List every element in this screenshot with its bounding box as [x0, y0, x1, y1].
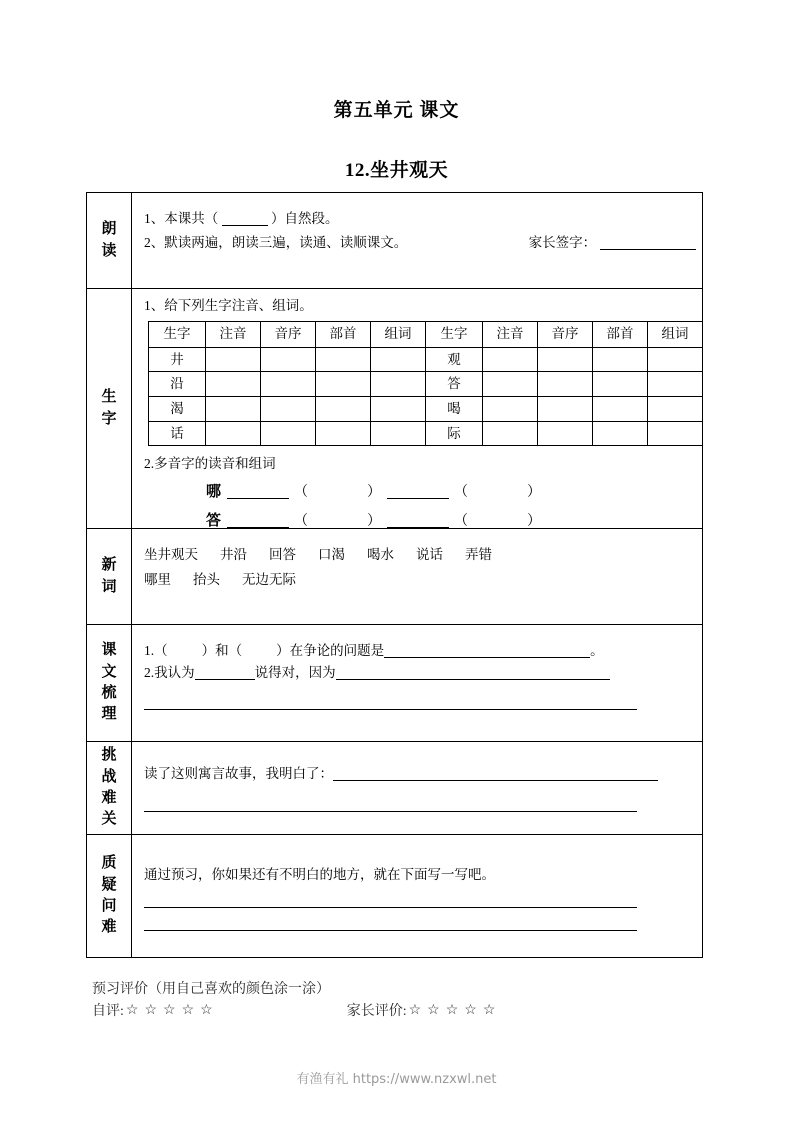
outline-question-1: [144, 640, 692, 662]
challenge-answer-blank[interactable]: [333, 780, 658, 781]
blank-cell[interactable]: [538, 396, 593, 421]
col-header-3: 部首: [316, 321, 371, 347]
row-label-new-words-char-0: 新: [101, 557, 117, 574]
challenge-prompt-text: 读了这则寓言故事，我明白了：: [144, 766, 333, 781]
outline-q1-part-a: 1.（: [144, 643, 168, 658]
row-label-challenge-char-0: 挑: [101, 747, 117, 764]
char-cell-right-0: 观: [426, 347, 483, 372]
self-evaluation-label: 自评:: [92, 1004, 124, 1019]
star-icon[interactable]: ☆: [408, 1002, 422, 1018]
doubt-prompt-text: 通过预习，你如果还有不明白的地方，就在下面写一写吧。: [144, 867, 495, 882]
new-word-4: 喝水: [367, 547, 394, 562]
star-icon[interactable]: ☆: [445, 1002, 459, 1018]
table-header-row: [149, 321, 703, 347]
polyphone-char-0: 哪: [206, 483, 222, 500]
polyphone-0-paren-close-a: ）: [367, 484, 382, 500]
blank-cell[interactable]: [483, 347, 538, 372]
self-evaluation-stars: [126, 1002, 219, 1019]
table-row-new-words: [87, 529, 702, 625]
star-icon[interactable]: ☆: [464, 1002, 477, 1018]
blank-cell[interactable]: [593, 347, 648, 372]
col-header-8: 部首: [593, 321, 648, 347]
doubt-answer-rule-1[interactable]: [144, 907, 637, 908]
table-row: [149, 372, 703, 397]
blank-cell[interactable]: [648, 372, 703, 397]
blank-cell[interactable]: [371, 347, 426, 372]
polyphone-0-paren-open-b: （: [454, 484, 469, 500]
row-label-new-characters-char-1: 字: [101, 410, 117, 427]
polyphone-0-paren-open-a: （: [294, 484, 309, 500]
star-icon[interactable]: ☆: [181, 1002, 195, 1018]
row-body-reading: [132, 193, 706, 288]
character-practice-table: [148, 321, 703, 447]
worksheet-table: [86, 192, 703, 958]
char-cell-right-2: 喝: [426, 396, 483, 421]
reading-item-2-text: 2、默读两遍，朗读三遍，读通、读顺课文。: [144, 234, 408, 250]
outline-q1-part-b: ）和（: [201, 643, 243, 658]
parent-evaluation-stars: [409, 1002, 502, 1019]
row-body-text-outline: [132, 625, 702, 741]
blank-cell[interactable]: [206, 396, 261, 421]
row-body-new-characters: [132, 289, 711, 528]
polyphone-row-0: [206, 479, 703, 506]
blank-cell[interactable]: [261, 347, 316, 372]
parent-signature-blank[interactable]: [600, 249, 696, 250]
blank-cell[interactable]: [371, 421, 426, 446]
new-word-7: 哪里: [144, 571, 171, 587]
blank-cell[interactable]: [593, 372, 648, 397]
row-label-doubt-char-2: 问: [101, 898, 117, 914]
row-label-challenge-char-1: 战: [101, 768, 117, 785]
evaluation-title: 预习评价（用自己喜欢的颜色涂一涂）: [92, 982, 330, 997]
char-cell-right-1: 答: [426, 372, 483, 397]
blank-cell[interactable]: [316, 372, 371, 397]
blank-cell[interactable]: [261, 421, 316, 446]
star-icon[interactable]: ☆: [482, 1002, 496, 1018]
blank-cell[interactable]: [206, 347, 261, 372]
outline-q2-reason-blank[interactable]: [336, 679, 610, 680]
col-header-6: 注音: [483, 321, 538, 347]
star-icon[interactable]: ☆: [125, 1002, 139, 1018]
row-label-new-words: [87, 529, 132, 624]
blank-cell[interactable]: [371, 372, 426, 397]
char-cell-left-2: 渴: [149, 396, 206, 421]
polyphone-1-paren-close-a: ）: [367, 514, 382, 530]
outline-q1-part-c: ）在争论的问题是: [276, 643, 385, 658]
col-header-7: 音序: [538, 321, 593, 347]
self-evaluation: [92, 1000, 219, 1020]
star-icon[interactable]: ☆: [427, 1002, 440, 1018]
outline-q2-blank-a[interactable]: [195, 679, 255, 680]
new-word-5: 说话: [416, 547, 443, 562]
col-header-1: 注音: [206, 321, 261, 347]
reading-item-2: [144, 231, 696, 255]
new-word-0: 坐井观天: [144, 547, 198, 562]
blank-cell[interactable]: [648, 421, 703, 446]
row-label-doubt-char-0: 质: [101, 855, 117, 872]
challenge-answer-rule[interactable]: [144, 811, 637, 812]
row-label-reading-char-1: 读: [101, 242, 117, 259]
table-row: [149, 396, 703, 421]
blank-cell[interactable]: [593, 396, 648, 421]
row-label-challenge: [87, 742, 132, 834]
blank-cell[interactable]: [206, 372, 261, 397]
col-header-9: 组词: [648, 321, 703, 347]
doubt-answer-rule-2[interactable]: [144, 930, 637, 931]
row-label-new-characters-char-0: 生: [101, 389, 117, 406]
evaluation-block: [92, 978, 712, 1020]
row-body-doubt: [132, 835, 702, 957]
col-header-4: 组词: [371, 321, 426, 347]
polyphone-char-1: 答: [206, 513, 222, 530]
polyphone-1-paren-open-a: （: [294, 514, 309, 530]
outline-q2-part-a: 2.我认为: [144, 664, 195, 680]
new-word-8: 抬头: [193, 571, 220, 587]
row-label-text-outline-char-1: 文: [101, 663, 117, 680]
row-body-challenge: [132, 742, 702, 834]
blank-cell[interactable]: [538, 347, 593, 372]
reading-paragraph-blank[interactable]: [222, 225, 268, 226]
col-header-2: 音序: [261, 321, 316, 347]
new-characters-task-2: 2.多音字的读音和组词: [144, 456, 276, 472]
table-row-challenge: [87, 742, 702, 835]
row-label-challenge-char-2: 难: [101, 790, 117, 806]
new-words-line-1: [144, 543, 692, 568]
blank-cell[interactable]: [261, 396, 316, 421]
row-label-new-characters: [87, 289, 132, 528]
new-word-2: 回答: [269, 547, 296, 562]
blank-cell[interactable]: [316, 396, 371, 421]
blank-cell[interactable]: [261, 372, 316, 397]
row-label-text-outline: [87, 625, 132, 741]
blank-cell[interactable]: [483, 372, 538, 397]
char-cell-left-3: 话: [149, 421, 206, 446]
parent-signature-group: [529, 231, 696, 255]
star-icon[interactable]: ☆: [163, 1002, 176, 1018]
table-row-reading: [87, 193, 702, 289]
col-header-0: 生字: [149, 321, 206, 347]
polyphone-0-pinyin-blank-a[interactable]: [227, 498, 289, 499]
table-row-text-outline: [87, 625, 702, 742]
parent-signature-label: 家长签字：: [528, 234, 597, 250]
table-row: [149, 347, 703, 372]
polyphone-1-paren-open-b: （: [454, 514, 469, 530]
table-row: [149, 421, 703, 446]
parent-evaluation-label: 家长评价:: [346, 1004, 407, 1019]
outline-answer-rule[interactable]: [144, 709, 637, 710]
new-word-3: 口渴: [318, 547, 345, 562]
reading-item-1-prefix: 1、本课共（: [144, 211, 219, 226]
blank-cell[interactable]: [648, 347, 703, 372]
lesson-title: 12.坐井观天: [344, 160, 449, 181]
row-label-text-outline-char-0: 课: [101, 642, 117, 659]
blank-cell[interactable]: [371, 396, 426, 421]
polyphone-1-paren-close-b: ）: [527, 514, 542, 530]
char-cell-right-3: 际: [426, 421, 483, 446]
blank-cell[interactable]: [593, 421, 648, 446]
row-label-reading-char-0: 朗: [101, 221, 117, 238]
blank-cell[interactable]: [206, 421, 261, 446]
evaluation-ratings-row: [92, 1000, 712, 1020]
table-row-new-characters: [87, 289, 702, 529]
star-icon[interactable]: ☆: [200, 1002, 213, 1018]
polyphone-0-paren-close-b: ）: [527, 484, 542, 500]
row-label-doubt-char-1: 疑: [101, 876, 117, 893]
outline-q1-answer-blank[interactable]: [384, 657, 590, 658]
row-label-new-words-char-1: 词: [101, 578, 117, 595]
reading-item-1: [144, 207, 696, 231]
new-word-1: 井沿: [220, 547, 247, 562]
blank-cell[interactable]: [483, 421, 538, 446]
blank-cell[interactable]: [538, 372, 593, 397]
outline-q2-part-b: 说得对，因为: [254, 664, 336, 680]
col-header-5: 生字: [426, 321, 483, 347]
blank-cell[interactable]: [648, 396, 703, 421]
row-label-challenge-char-3: 关: [101, 811, 117, 828]
reading-item-1-suffix: ）自然段。: [271, 211, 339, 226]
blank-cell[interactable]: [538, 421, 593, 446]
char-cell-left-0: 井: [149, 347, 206, 372]
row-label-doubt-char-3: 难: [101, 919, 117, 936]
unit-title: 第五单元 课文: [333, 100, 460, 121]
blank-cell[interactable]: [316, 347, 371, 372]
footer-watermark: 有渔有礼 https://www.nzxwl.net: [296, 1072, 497, 1087]
new-characters-task-1: 1、给下列生字注音、组词。: [144, 298, 313, 313]
new-word-6: 弄错: [465, 547, 492, 562]
row-label-reading: [87, 193, 132, 288]
blank-cell[interactable]: [483, 396, 538, 421]
row-body-new-words: [132, 529, 702, 624]
row-label-doubt: [87, 835, 132, 957]
blank-cell[interactable]: [316, 421, 371, 446]
new-words-line-2: [144, 568, 692, 593]
outline-q1-period: 。: [590, 643, 604, 658]
row-label-text-outline-char-3: 理: [101, 706, 117, 723]
table-row-doubt: [87, 835, 702, 957]
new-word-9: 无边无际: [242, 571, 296, 587]
challenge-prompt-line: [144, 762, 692, 786]
parent-evaluation: [347, 1000, 502, 1020]
outline-question-2: [144, 662, 692, 684]
polyphone-0-pinyin-blank-b[interactable]: [387, 498, 449, 499]
row-label-text-outline-char-2: 梳: [101, 685, 117, 701]
char-cell-left-1: 沿: [149, 372, 206, 397]
star-icon[interactable]: ☆: [144, 1002, 158, 1018]
